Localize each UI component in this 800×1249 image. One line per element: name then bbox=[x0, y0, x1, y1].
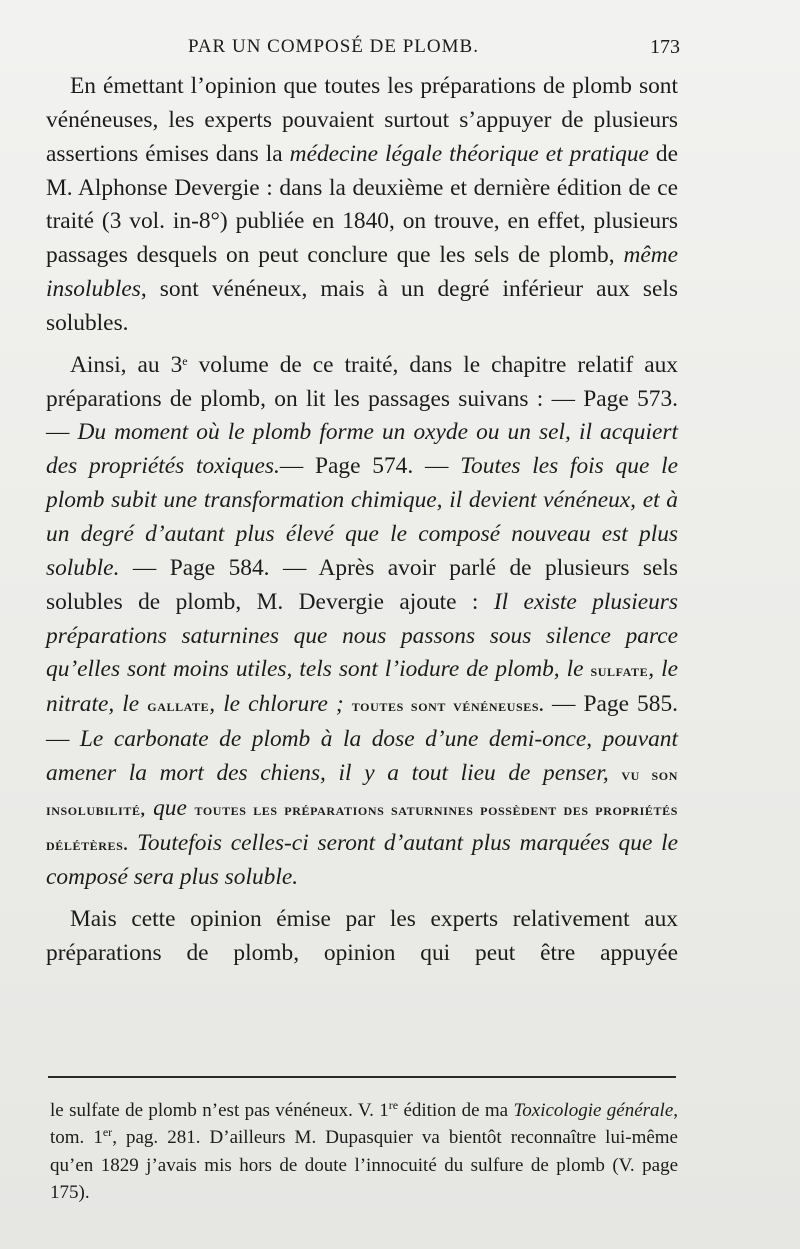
p3-text-1: Mais cette opinion émise par les experts relativement aux préparations de plomb, opinion qui peut être appuyée bbox=[46, 906, 678, 967]
fn-sup-1: re bbox=[388, 1098, 399, 1112]
p1-text-1: En émettant l’opinion que toutes les préparations de plomb sont vénéneuses, les experts pouvaient surtout s’appuyer de plusieurs assertions émises dans la bbox=[46, 73, 678, 167]
p2-italic-4: , le nitrate, le bbox=[46, 656, 678, 718]
body-text bbox=[46, 70, 678, 971]
paragraph-2 bbox=[46, 349, 678, 896]
fn-italic-1: Toxicologie générale bbox=[513, 1100, 674, 1121]
p2-italic-8: Toutefois celles-ci seront d’autant plus marquées que le composé sera plus soluble. bbox=[46, 829, 678, 891]
fn-text-1: le sulfate de plomb n’est pas vénéneux. V. 1 bbox=[50, 1100, 389, 1121]
p2-smallcaps-2: gallate bbox=[147, 696, 210, 716]
running-title: PAR UN COMPOSÉ DE PLOMB. bbox=[188, 36, 479, 57]
p2-italic-5: , le chlorure ; bbox=[209, 691, 344, 718]
p2-text-2: volume de ce traité, dans le chapitre relatif aux préparations de plomb, on lit les passages suivans : — Page 573. — bbox=[46, 351, 678, 446]
p1-text-2: de M. Alphonse Devergie : dans la deuxième et dernière édition de ce traité (3 vol. in-8°) publiée en 1840, on trouve, en effet, plusieurs passages desquels on peut conclure que les sels de plomb, bbox=[46, 140, 678, 269]
p1-italic-2: même insolubles bbox=[46, 242, 678, 303]
p2-text-4: — Page 584. — Après avoir parlé de plusieurs sels solubles de plomb, M. Devergie ajoute : bbox=[46, 554, 678, 615]
p2-sup-1: e bbox=[182, 353, 188, 368]
footnote-rule bbox=[48, 1076, 676, 1078]
p2-text-3: — Page 574. — bbox=[279, 453, 461, 480]
p2-smallcaps-3: toutes sont vénéneuses. bbox=[351, 696, 544, 716]
p2-italic-6: Le carbonate de plomb à la dose d’une demi-once, pouvant amener la mort des chiens, il y a tout lieu de penser, bbox=[46, 726, 678, 786]
p2-italic-7: que bbox=[153, 794, 187, 821]
footnote bbox=[50, 1097, 678, 1206]
fn-sup-2: er bbox=[102, 1125, 113, 1140]
p2-text-1: Ainsi, au 3 bbox=[70, 351, 183, 378]
p2-smallcaps-4: vu son insolubilité, bbox=[46, 764, 679, 819]
p2-smallcaps-5: toutes les préparations saturnines possèdent des propriétés délétères. bbox=[46, 799, 678, 854]
fn-text-2: édition de ma bbox=[398, 1100, 514, 1121]
page-header bbox=[48, 36, 680, 66]
fn-text-3: , tom. 1 bbox=[50, 1100, 678, 1149]
p1-text-3: , sont vénéneux, mais à un degré inférieur aux sels solubles. bbox=[46, 276, 678, 336]
p2-italic-3: Il existe plusieurs préparations saturnines que nous passons sous silence parce qu’elles sont moins utiles, tels sont l’iodure de plomb, le bbox=[46, 588, 678, 683]
p2-italic-1: Du moment où le plomb forme un oxyde ou un sel, il acquiert des propriétés toxiques. bbox=[46, 419, 678, 480]
p2-smallcaps-1: sulfate bbox=[590, 661, 649, 681]
p2-text-5: — Page 585. — bbox=[46, 691, 678, 753]
paragraph-3 bbox=[46, 903, 678, 971]
paragraph-1 bbox=[46, 70, 678, 341]
p1-italic-1: médecine légale théorique et pratique bbox=[289, 140, 649, 167]
fn-text-4: , pag. 281. D’ailleurs M. Dupasquier va bientôt reconnaître lui-même qu’en 1829 j’avais mis hors de doute l’innocuité du sulfure de plomb (V. page 175). bbox=[50, 1127, 678, 1203]
page-number: 173 bbox=[650, 36, 680, 58]
p2-italic-2: Toutes les fois que le plomb subit une transformation chimique, il devient vénéneux, et à un degré d’autant plus élevé que le composé nouveau est plus soluble. bbox=[46, 453, 679, 581]
